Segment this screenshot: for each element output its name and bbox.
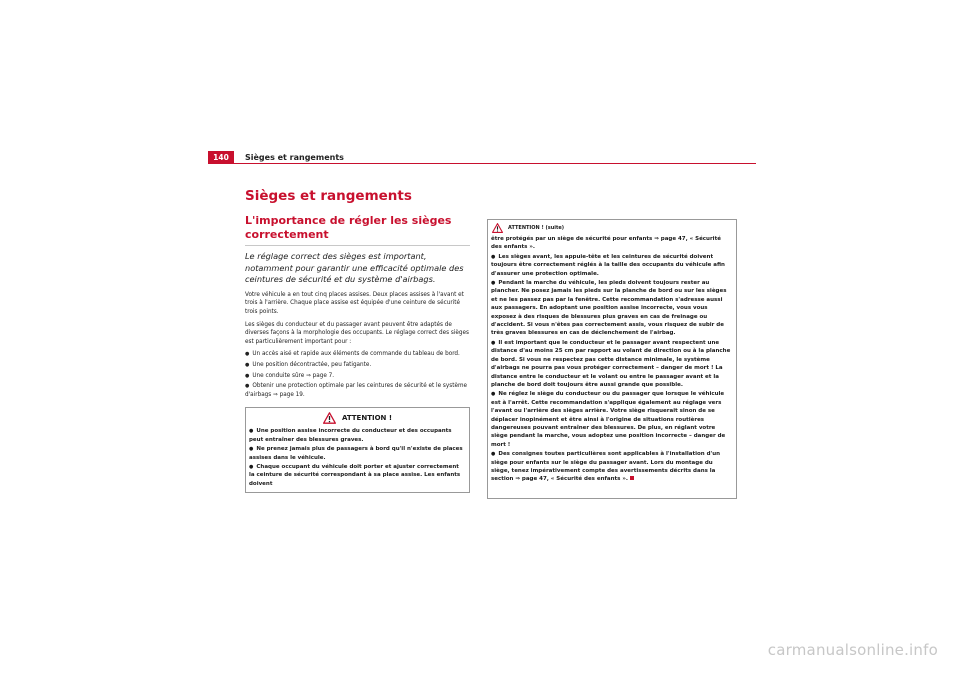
warning-continued-title: ATTENTION ! (suite) (508, 225, 565, 231)
warning-continued-body (488, 235, 736, 484)
header-rule (208, 163, 756, 164)
list-item: ● Un accès aisé et rapide aux éléments de commande du tableau de bord. (245, 350, 470, 359)
warning-item: ● Une position assise incorrecte du conducteur et des occupants peut entraîner des blessures graves. (249, 427, 466, 444)
page-number: 140 (208, 151, 234, 164)
warning-box (245, 407, 470, 493)
running-head: Sièges et rangements (245, 153, 344, 162)
paragraph-seats: Votre véhicule a en tout cinq places assises. Deux places assises à l'avant et trois à l'arrière. Chaque place assise est équipée d'une ceinture de sécurité trois points. (245, 291, 464, 315)
list-item: ● Une position décontractée, peu fatigante. (245, 361, 470, 370)
importance-list (245, 350, 470, 399)
warning-body (246, 427, 469, 492)
warning-header (246, 408, 469, 427)
warning-triangle-icon (492, 223, 503, 233)
warning-continued-lead: être protégés par un siège de sécurité pour enfants ⇒ page 47, « Sécurité des enfants ». (491, 236, 721, 251)
warning-title: ATTENTION ! (341, 414, 393, 423)
warning-triangle-icon (323, 412, 336, 424)
warning-item: ● Ne réglez le siège du conducteur ou du passager que lorsque le véhicule est à l'arrêt. Cette recommandation s'applique également au réglage vers l'avant ou l'arrière des sièges arrière. Votre siège risquerait sinon de se déplacer inopinément et être ainsi à l'origine de situations routières dangereuses pouvant entraîner des blessures. De plus, en réglant votre siège pendant la marche, vous adoptez une position incorrecte – danger de mort ! (491, 390, 733, 449)
end-of-section-marker (630, 476, 634, 480)
list-item: ● Une conduite sûre ⇒ page 7. (245, 372, 470, 381)
list-item: ● Obtenir une protection optimale par les ceintures de sécurité et le système d'airbags ⇒ page 19. (245, 382, 470, 399)
chapter-title: Sièges et rangements (245, 188, 412, 204)
section-lead: Le réglage correct des sièges est important, notamment pour garantir une efficacité optimale des ceintures de sécurité et du système d'airbags. (245, 251, 464, 285)
warning-item: ● Il est important que le conducteur et le passager avant respectent une distance d'au moins 25 cm par rapport au volant de direction ou à la planche de bord. Si vous ne respectez pas cette distance minimale, le système d'airbags ne pourra pas vous protéger correctement – danger de mort ! La distance entre le conducteur et le volant ou entre le passager avant et la planche de bord doit toujours être aussi grande que possible. (491, 339, 733, 389)
left-column (245, 214, 470, 493)
warning-item: ● Les sièges avant, les appuie-tête et les ceintures de sécurité doivent toujours être correctement réglés à la taille des occupants du véhicule afin d'assurer une protection optimale. (491, 253, 733, 278)
paragraph-adjust: Les sièges du conducteur et du passager avant peuvent être adaptés de diverses façons à la morphologie des occupants. Le réglage correct des sièges est particulièrement important pour : (245, 321, 469, 345)
warning-item-last (491, 450, 733, 484)
warning-continued-box (487, 219, 737, 499)
warning-item: ● Pendant la marche du véhicule, les pieds doivent toujours rester au plancher. Ne posez jamais les pieds sur la planche de bord ou sur les sièges et ne les passez pas par la fenêtre. Cette recommandation s'adresse aussi aux passagers. En adoptant une position assise incorrecte, vous vous exposez à des risques de blessures plus graves en cas de freinage ou d'accident. Si vous n'êtes pas correctement assis, vous risquez de subir de très graves blessures en cas de déclenchement de l'airbag. (491, 279, 733, 338)
warning-item: ● Chaque occupant du véhicule doit porter et ajuster correctement la ceinture de sécurité correspondant à sa place assise. Les enfants doivent (249, 463, 466, 488)
warning-item: ● Ne prenez jamais plus de passagers à bord qu'il n'existe de places assises dans le véhicule. (249, 445, 466, 462)
watermark: carmanualsonline.info (767, 641, 938, 659)
section-title: L'importance de régler les sièges correctement (245, 214, 470, 246)
warning-continued-header (488, 220, 736, 235)
warning-item-text: Des consignes toutes particulières sont applicables à l'installation d'un siège pour enfants sur le siège du passager avant. Lors du montage du siège, tenez impérativement compte des avertissements décrits dans la section ⇒ page 47, « Sécurité des enfants ». (491, 451, 721, 483)
